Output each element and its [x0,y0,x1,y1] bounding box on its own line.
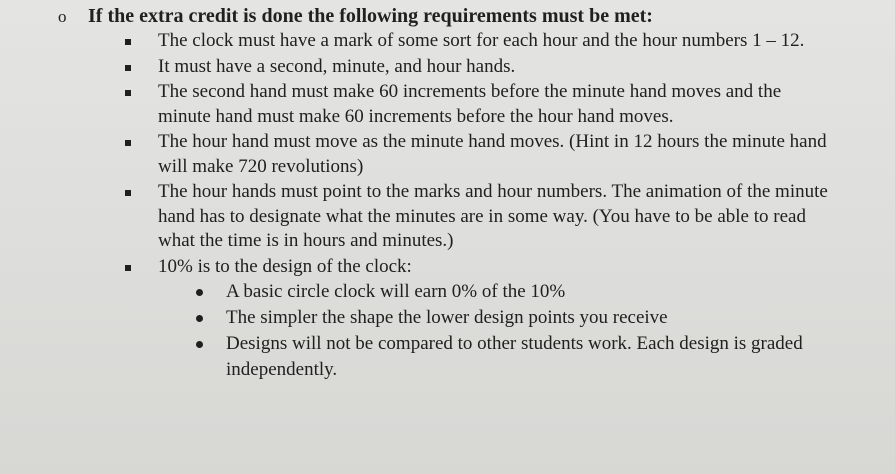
design-point-text: Designs will not be compared to other students work. Each design is graded independently. [226,333,803,380]
square-bullet-icon [125,90,131,96]
requirement-text: The hour hand must move as the minute hand moves. (Hint in 12 hours the minute hand will make 720 revolutions) [158,131,827,177]
requirements-list [118,29,838,384]
requirement-item-design [118,255,838,384]
design-point-item [188,279,838,305]
square-bullet-icon [125,190,131,196]
requirement-item [118,55,838,80]
requirement-text: 10% is to the design of the clock: [158,255,412,277]
heading-text: If the extra credit is done the following requirements must be met: [88,5,653,27]
design-point-text: A basic circle clock will earn 0% of the 10% [226,281,566,302]
requirement-text: The clock must have a mark of some sort for each hour and the hour numbers 1 – 12. [158,30,805,51]
requirement-text: The second hand must make 60 increments before the minute hand moves and the minute hand must make 60 increments before the hour hand moves. [158,81,782,127]
square-bullet-icon [125,65,131,71]
round-bullet-icon [196,315,203,322]
section-heading [58,4,653,29]
square-bullet-icon [125,39,131,45]
requirement-text: It must have a second, minute, and hour hands. [158,55,516,77]
design-point-item [188,305,838,331]
requirement-item [118,180,838,254]
round-bullet-icon [196,341,203,348]
hollow-circle-bullet-icon: o [58,7,67,26]
design-point-text: The simpler the shape the lower design points you receive [226,307,668,328]
requirement-item [118,130,838,179]
requirement-text: The hour hands must point to the marks and hour numbers. The animation of the minute hand has to designate what the minutes are in some way. (You have to be able to read what the time is in hours and minutes.) [158,181,828,251]
round-bullet-icon [196,289,203,296]
requirement-item [118,29,838,54]
square-bullet-icon [125,265,131,271]
design-points-list [188,279,838,383]
design-point-item [188,331,838,383]
requirement-item [118,80,838,129]
square-bullet-icon [125,140,131,146]
